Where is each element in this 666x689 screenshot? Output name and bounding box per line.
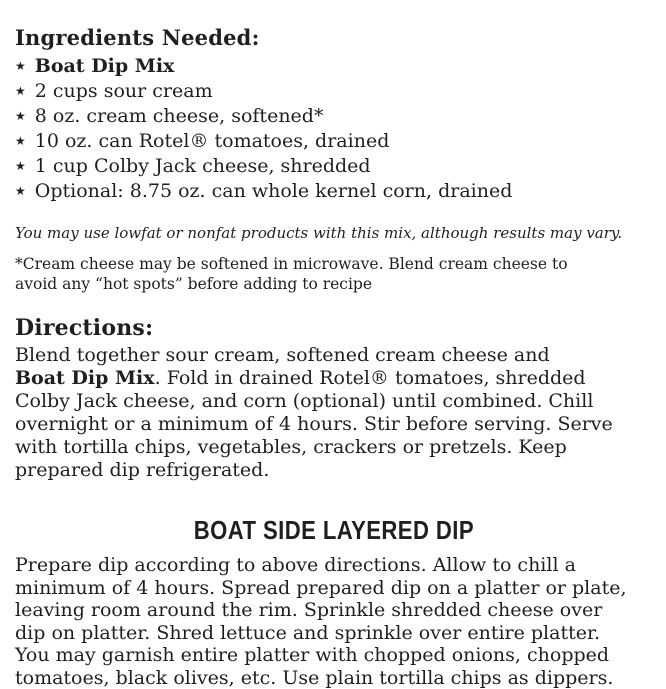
star-bullet-icon: ★: [15, 180, 26, 203]
directions-line: overnight or a minimum of 4 hours. Stir before serving. Serve: [15, 413, 652, 436]
ingredient-text: 2 cups sour cream: [35, 80, 213, 102]
directions-line: with tortilla chips, vegetables, crackers or pretzels. Keep: [15, 436, 652, 459]
ingredient-item-boat-dip-mix: [15, 55, 652, 80]
star-bullet-icon: ★: [15, 55, 26, 78]
ingredient-text: 1 cup Colby Jack cheese, shredded: [35, 155, 371, 177]
directions-heading: Directions:: [15, 315, 652, 341]
ingredient-text: Optional: 8.75 oz. can whole kernel corn, drained: [35, 180, 513, 202]
directions-line: Blend together sour cream, softened cream cheese and: [15, 344, 652, 367]
layered-dip-heading-text: BOAT SIDE LAYERED DIP: [193, 518, 473, 543]
boat-dip-mix-bold: Boat Dip Mix: [15, 367, 155, 389]
ingredient-item-rotel-tomatoes: [15, 130, 652, 155]
ingredient-item-colby-jack: [15, 155, 652, 180]
star-bullet-icon: ★: [15, 80, 26, 103]
layered-dip-line: minimum of 4 hours. Spread prepared dip on a platter or plate,: [15, 577, 652, 600]
layered-dip-line: Prepare dip according to above directions. Allow to chill a: [15, 554, 652, 577]
directions-line: [15, 367, 652, 390]
ingredient-text: 10 oz. can Rotel® tomatoes, drained: [35, 130, 390, 152]
ingredient-item-sour-cream: [15, 80, 652, 105]
star-bullet-icon: ★: [15, 105, 26, 128]
footnote-line: avoid any “hot spots” before adding to recipe: [15, 274, 652, 294]
star-bullet-icon: ★: [15, 155, 26, 178]
lowfat-note: You may use lowfat or nonfat products with this mix, although results may vary.: [15, 225, 652, 241]
layered-dip-line: leaving room around the rim. Sprinkle shredded cheese over: [15, 599, 652, 622]
ingredient-item-corn: [15, 180, 652, 205]
directions-paragraph: [15, 344, 652, 482]
ingredient-text: 8 oz. cream cheese, softened*: [35, 105, 324, 127]
directions-line-rest: . Fold in drained Rotel® tomatoes, shredded: [155, 367, 586, 389]
ingredient-text: Boat Dip Mix: [35, 55, 175, 77]
cream-cheese-footnote: [15, 254, 652, 294]
layered-dip-paragraph: [15, 554, 652, 689]
footnote-line: *Cream cheese may be softened in microwave. Blend cream cheese to: [15, 254, 652, 274]
star-bullet-icon: ★: [15, 130, 26, 153]
ingredients-list: [15, 55, 652, 205]
layered-dip-line: You may garnish entire platter with chopped onions, chopped: [15, 644, 652, 667]
ingredients-heading: Ingredients Needed:: [15, 26, 652, 50]
layered-dip-heading: [15, 518, 652, 546]
layered-dip-line: tomatoes, black olives, etc. Use plain tortilla chips as dippers.: [15, 667, 652, 689]
directions-line: prepared dip refrigerated.: [15, 459, 652, 482]
ingredient-item-cream-cheese: [15, 105, 652, 130]
directions-line: Colby Jack cheese, and corn (optional) until combined. Chill: [15, 390, 652, 413]
layered-dip-line: dip on platter. Shred lettuce and sprinkle over entire platter.: [15, 622, 652, 645]
